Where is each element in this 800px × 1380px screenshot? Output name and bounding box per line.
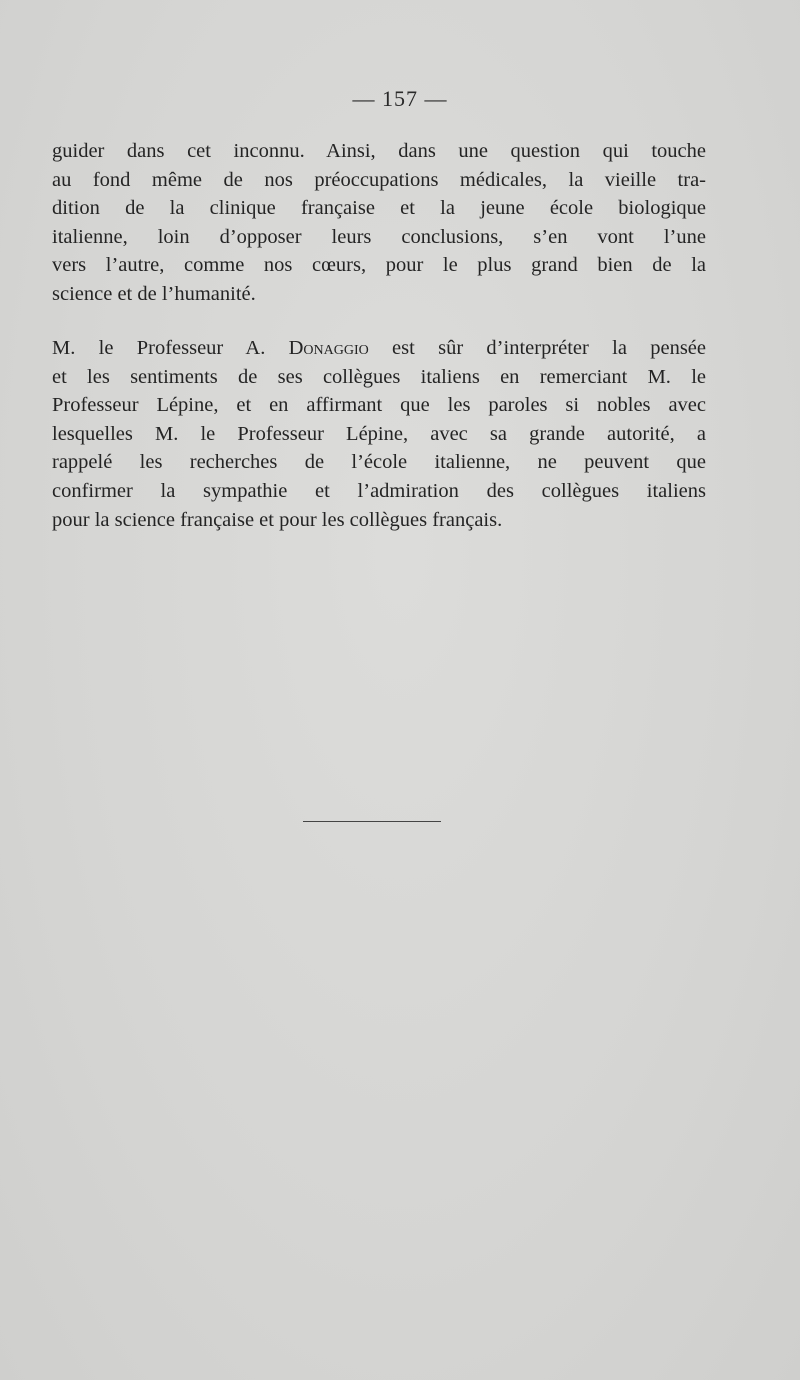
text-line: pour la science française et pour les collègues français. [52, 508, 503, 531]
text-line: dition de la clinique française et la jeune école biologique [52, 197, 706, 220]
text-line: lesquelles M. le Professeur Lépine, avec sa grande autorité, a [52, 422, 706, 445]
text-line: rappelé les recherches de l’école italienne, ne peuvent que [52, 451, 706, 474]
text-line: science et de l’humanité. [52, 282, 256, 305]
text-line: confirmer la sympathie et l’admiration des collègues italiens [52, 479, 706, 502]
paragraph-2 [52, 334, 706, 534]
page-number: — 157 — [352, 86, 448, 111]
text-segment: est sûr d’interpréter la pensée [368, 337, 706, 359]
text-line: vers l’autre, comme nos cœurs, pour le plus grand bien de la [52, 254, 706, 277]
text-line: au fond même de nos préoccupations médicales, la vieille tra- [52, 168, 706, 191]
author-name: Donaggio [288, 337, 369, 359]
text-line: guider dans cet inconnu. Ainsi, dans une question qui touche [52, 140, 706, 162]
text-line [52, 334, 706, 363]
text-segment: M. le Professeur A. [52, 337, 289, 359]
text-line: et les sentiments de ses collègues italiens en remerciant M. le [52, 365, 706, 388]
text-line: Professeur Lépine, et en affirmant que les paroles si nobles avec [52, 394, 706, 417]
paragraph-1 [52, 137, 706, 309]
section-divider [303, 821, 441, 822]
text-line: italienne, loin d’opposer leurs conclusions, s’en vont l’une [52, 225, 706, 248]
